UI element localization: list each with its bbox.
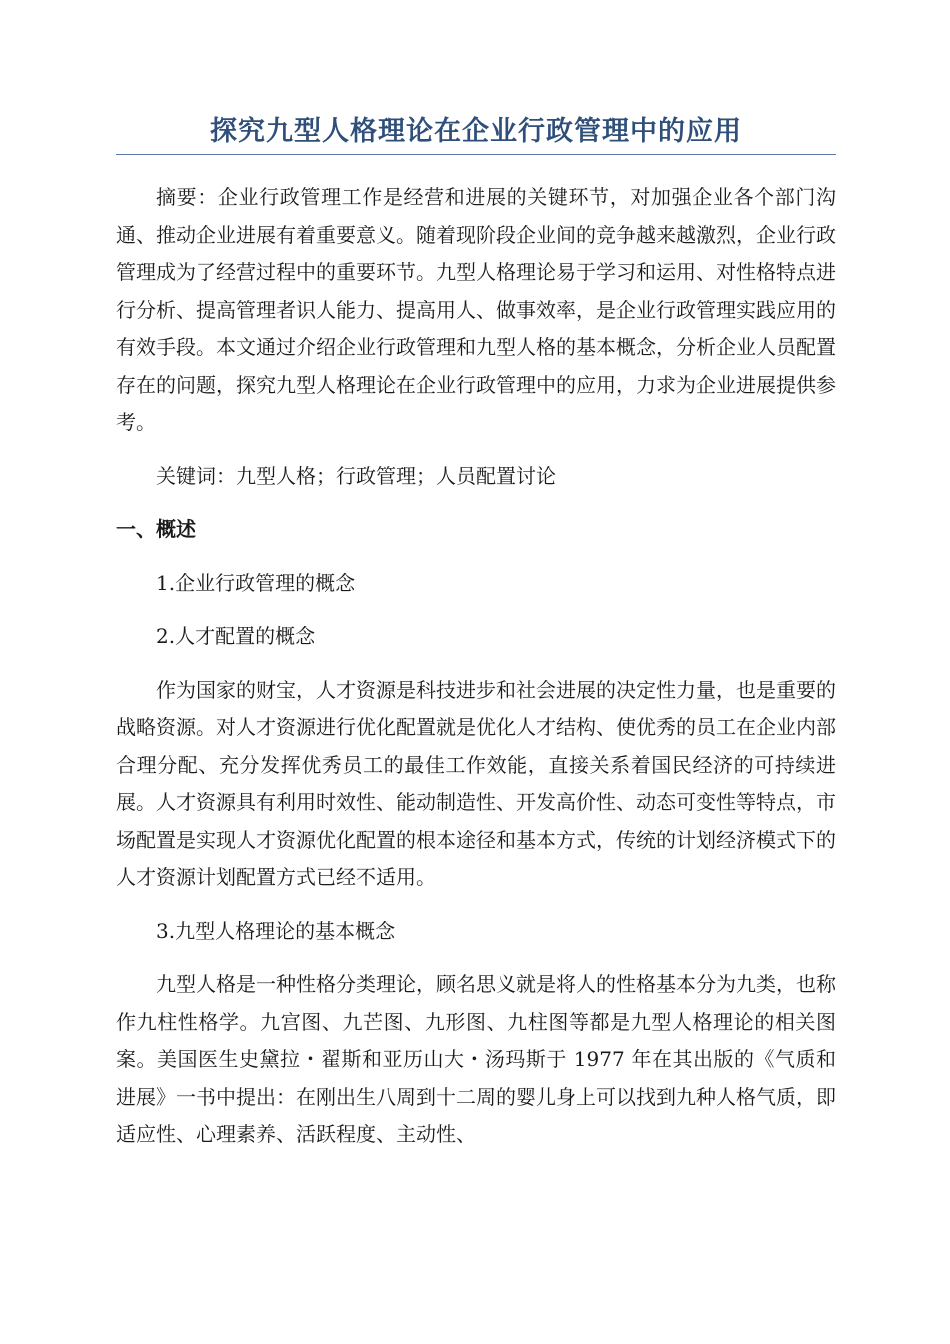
subheading-enneagram-concept: 3.九型人格理论的基本概念 (156, 918, 396, 943)
subheading-talent-allocation: 2.人才配置的概念 (156, 624, 316, 648)
abstract-paragraph: 摘要：企业行政管理工作是经营和进展的关键环节，对加强企业各个部门沟通、推动企业进展有着重要意义。随着现阶段企业间的竞争越来越激烈，企业行政管理成为了经营过程中的重要环节。九型人格理论易于学习和运用、对性格特点进行分析、提高管理者识人能力、提高用人、做事效率，是企业行政管理实践应用的有效手段。本文通过介绍企业行政管理和九型人格的基本概念，分析企业人员配置存在的问题，探究九型人格理论在企业行政管理中的应用，力求为企业进展提供参考。 (116, 185, 836, 434)
talent-allocation-paragraph: 作为国家的财宝，人才资源是科技进步和社会进展的决定性力量，也是重要的战略资源。对人才资源进行优化配置就是优化人才结构、使优秀的员工在企业内部合理分配、充分发挥优秀员工的最佳工作效能，直接关系着国民经济的可持续进展。人才资源具有利用时效性、能动制造性、开发高价性、动态可变性等特点，市场配置是实现人才资源优化配置的根本途径和基本方式，传统的计划经济模式下的人才资源计划配置方式已经不适用。 (116, 677, 836, 889)
keywords-line: 关键词：九型人格；行政管理；人员配置讨论 (156, 463, 556, 488)
document-page (116, 112, 836, 1154)
section-heading-overview: 一、概述 (116, 517, 196, 541)
subheading-admin-management: 1.企业行政管理的概念 (156, 570, 356, 595)
enneagram-paragraph: 九型人格是一种性格分类理论，顾名思义就是将人的性格基本分为九类，也称作九柱性格学。九宫图、九芒图、九形图、九柱图等都是九型人格理论的相关图案。美国医生史黛拉・翟斯和亚历山大・汤玛斯于 1977 年在其出版的《气质和进展》一书中提出：在刚出生八周到十二周的婴儿身上可以找到九种人格气质，即适应性、心理素养、活跃程度、主动性、 (116, 972, 836, 1146)
document-title: 探究九型人格理论在企业行政管理中的应用 (116, 112, 836, 155)
